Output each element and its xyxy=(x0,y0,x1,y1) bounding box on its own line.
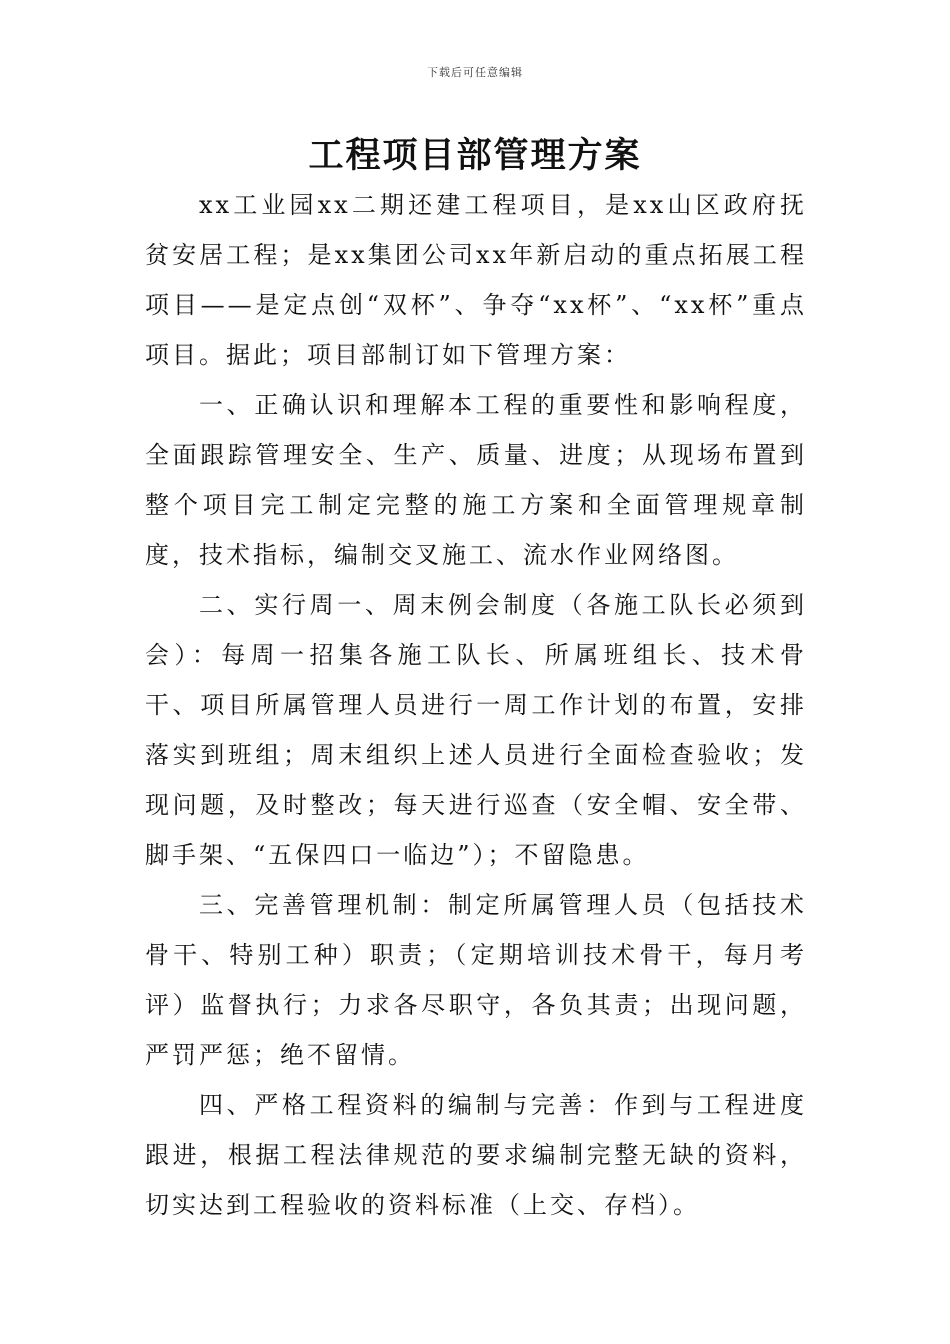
header-note: 下载后可任意编辑 xyxy=(427,66,523,79)
paragraph-section-1: 一、正确认识和理解本工程的重要性和影响程度，全面跟踪管理安全、生产、质量、进度；从现场布置到整个项目完工制定完整的施工方案和全面管理规章制度，技术指标，编制交叉施工、流水作业网络图。 xyxy=(145,391,807,569)
paragraph-section-3: 三、完善管理机制：制定所属管理人员（包括技术骨干、特别工种）职责；（定期培训技术骨干，每月考评）监督执行；力求各尽职守，各负其责；出现问题，严罚严惩；绝不留情。 xyxy=(145,891,807,1069)
paragraph-section-4: 四、严格工程资料的编制与完善：作到与工程进度跟进，根据工程法律规范的要求编制完整无缺的资料，切实达到工程验收的资料标准（上交、存档）。 xyxy=(145,1091,807,1219)
document-body xyxy=(145,180,807,1230)
paragraph-intro: xx工业园xx二期还建工程项目，是xx山区政府抚贫安居工程；是xx集团公司xx年新启动的重点拓展工程项目——是定点创“双杯”、争夺“xx杯”、“xx杯”重点项目。据此；项目部制订如下管理方案： xyxy=(145,191,807,369)
paragraph-section-2: 二、实行周一、周末例会制度（各施工队长必须到会）：每周一招集各施工队长、所属班组长、技术骨干、项目所属管理人员进行一周工作计划的布置，安排落实到班组；周末组织上述人员进行全面检查验收；发现问题，及时整改；每天进行巡查（安全帽、安全带、脚手架、“五保四口一临边”）；不留隐患。 xyxy=(145,591,807,869)
document-title: 工程项目部管理方案 xyxy=(308,136,642,176)
